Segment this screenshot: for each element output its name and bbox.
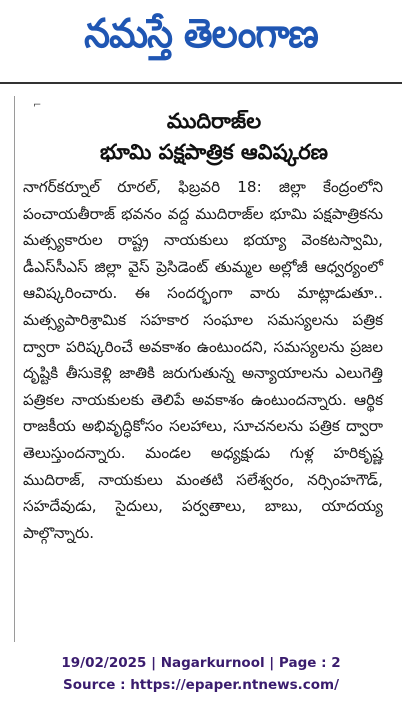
masthead-rule	[0, 82, 402, 84]
headline-line-2: భూమి పక్షపాత్రిక ఆవిష్కరణ	[99, 140, 329, 164]
footer-source: Source : https://epaper.ntnews.com/	[62, 677, 340, 693]
article-paragraph: నాగర్‌కర్నూల్ రూరల్, ఫిబ్రవరి 18: జిల్లా కేంద్రంలోని పంచాయతీరాజ్ భవనం వద్ద ముదిరాజ్‌ల భూమి పక్షపాత్రికను మత్స్యకారుల రాష్ట్ర నాయకులు భయ్యా వెంకటస్వామి, డీఎస్‌సీఎస్ జిల్లా వైస్ ప్రెసిడెంట్ తుమ్మల అల్లోజీ ఆధ్వర్యంలో ఆవిష్కరించారు. ఈ సందర్భంగా వారు మాట్లాడుతూ.. మత్స్యపారిశ్రామిక సహకార సంఘాల సమస్యలను పత్రిక ద్వారా పరిష్కరించే అవకాశం ఉంటుందని, సమస్యలను ప్రజల దృష్టికి తీసుకెళ్లి జాతికి జరుగుతున్న అన్యాయాలను ఎలుగెత్తి పత్రికల నాయకులకు తెలిపే అవకాశం ఉంటుందన్నారు. ఆర్థిక రాజకీయ అభివృద్ధికోసం సలహాలు, సూచనలను పత్రిక ద్వారా తెలుస్తుందన్నారు. మండల అధ్యక్షుడు గుళ్ల హరికృష్ణ ముదిరాజ్, నాయకులు మంతటి సలేశ్వరం, నర్సింహగౌడ్, సహదేవుడు, సైదులు, పర్వతాలు, బాబు, యాదయ్య పాల్గొన్నారు.	[23, 178, 383, 542]
newspaper-masthead	[0, 0, 402, 78]
article-body	[15, 174, 389, 546]
article-clipping	[14, 96, 389, 642]
clip-corner-mark: ⌐	[33, 100, 42, 111]
footer-date-edition: 19/02/2025 | Nagarkurnool | Page : 2	[61, 655, 341, 671]
page-footer	[0, 652, 402, 696]
article-headline	[39, 106, 389, 168]
headline-line-1: ముదిరాజ్‌ల	[166, 109, 262, 133]
masthead-title: నమస్తే తెలంగాణ	[84, 11, 318, 57]
